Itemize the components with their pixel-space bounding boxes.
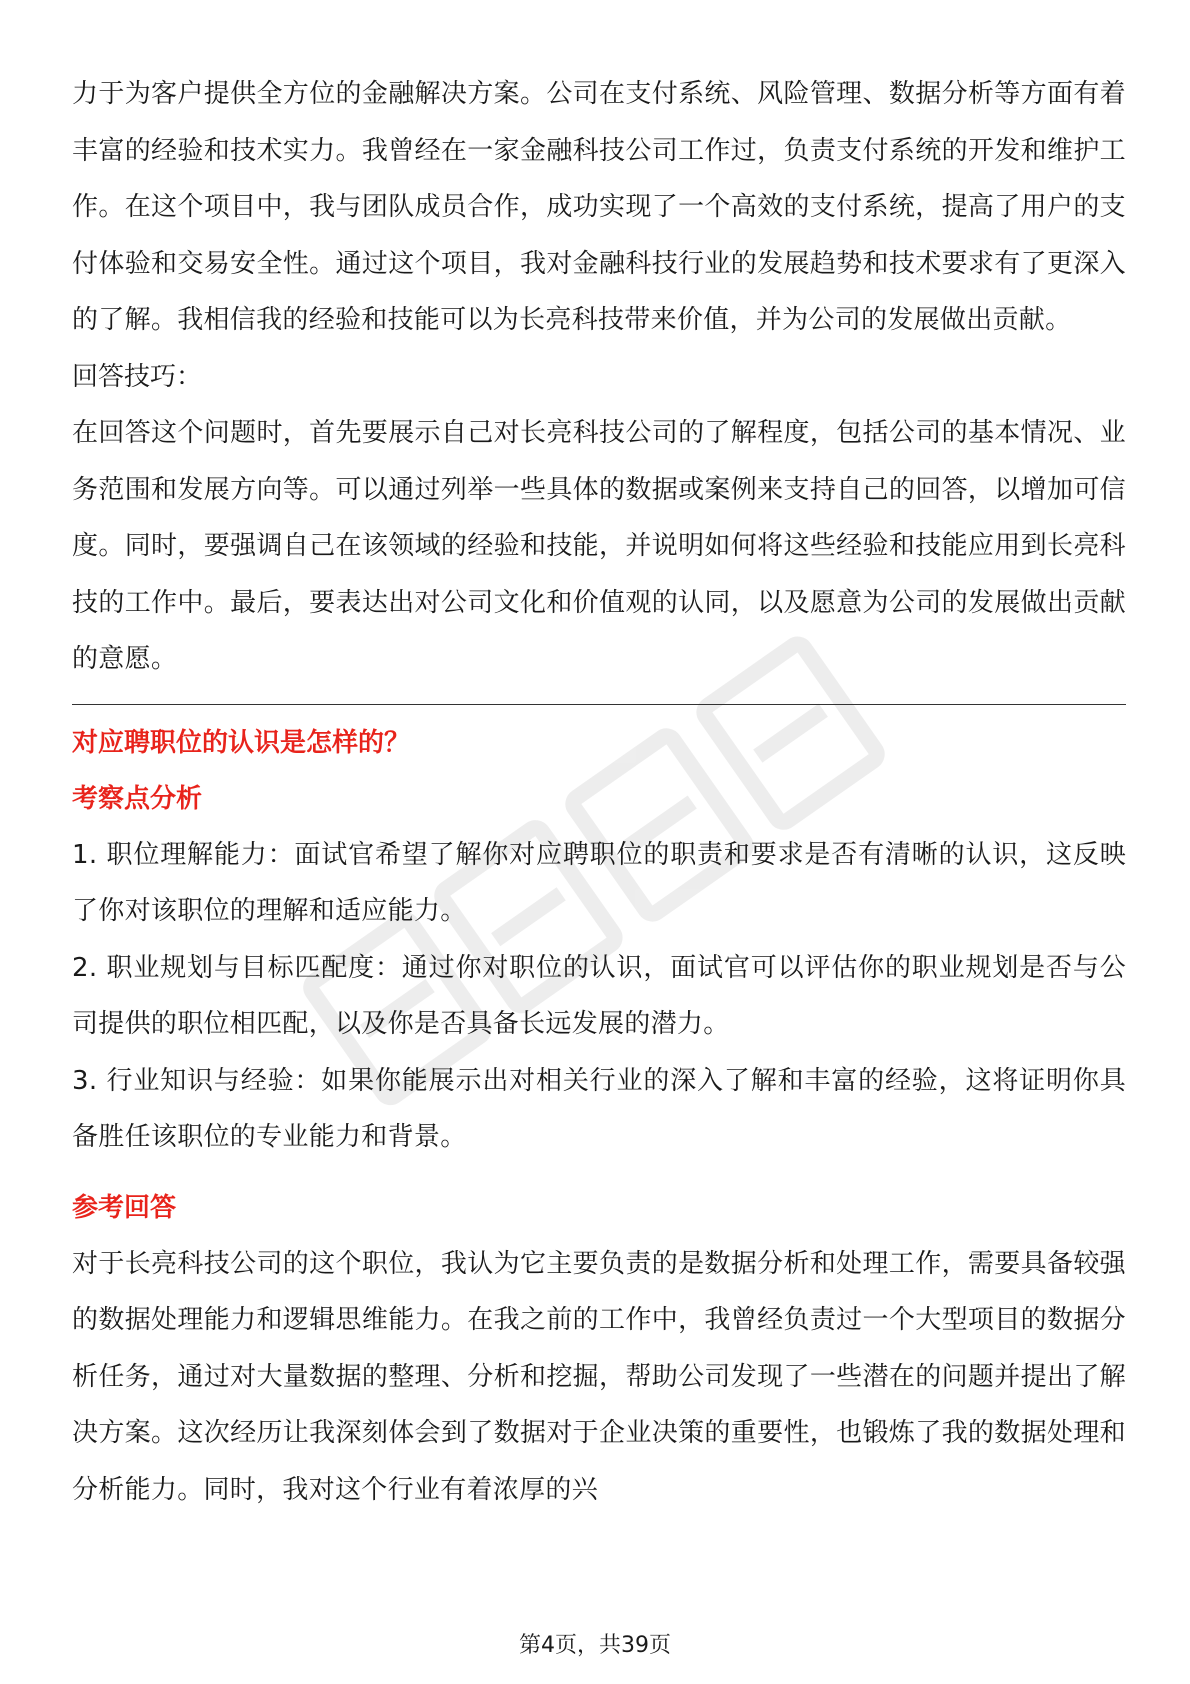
page-number: 第4页，共39页 — [519, 1633, 671, 1658]
spacer — [72, 1166, 1126, 1180]
tips-paragraph: 在回答这个问题时，首先要展示自己对长亮科技公司的了解程度，包括公司的基本情况、业务范围和发展方向等。可以通过列举一些具体的数据或案例来支持自己的回答，以增加可信度。同时，要强调自己在该领域的经验和技能，并说明如何将这些经验和技能应用到长亮科技的工作中。最后，要表达出对公司文化和价值观的认同，以及愿意为公司的发展做出贡献的意愿。 — [72, 418, 1126, 674]
tips-label: 回答技巧： — [72, 361, 203, 392]
section-divider — [72, 704, 1126, 705]
analysis-heading: 考察点分析 — [72, 783, 203, 814]
main-content — [72, 66, 1126, 1518]
question-heading: 对应聘职位的认识是怎样的？ — [72, 727, 411, 758]
analysis-point-2: 2. 职业规划与目标匹配度：通过你对职位的认识，面试官可以评估你的职业规划是否与公司提供的职位相匹配，以及你是否具备长远发展的潜力。 — [72, 952, 1126, 1039]
reference-answer-paragraph: 对于长亮科技公司的这个职位，我认为它主要负责的是数据分析和处理工作，需要具备较强的数据处理能力和逻辑思维能力。在我之前的工作中，我曾经负责过一个大型项目的数据分析任务，通过对大量数据的整理、分析和挖掘，帮助公司发现了一些潜在的问题并提出了解决方案。这次经历让我深刻体会到了数据对于企业决策的重要性，也锻炼了我的数据处理和分析能力。同时，我对这个行业有着浓厚的兴 — [72, 1248, 1126, 1505]
analysis-point-1: 1. 职位理解能力：面试官希望了解你对应聘职位的职责和要求是否有清晰的认识，这反映了你对该职位的理解和适应能力。 — [72, 839, 1126, 926]
analysis-point-3: 3. 行业知识与经验：如果你能展示出对相关行业的深入了解和丰富的经验，这将证明你具备胜任该职位的专业能力和背景。 — [72, 1065, 1126, 1152]
answer-paragraph-continued: 力于为客户提供全方位的金融解决方案。公司在支付系统、风险管理、数据分析等方面有着丰富的经验和技术实力。我曾经在一家金融科技公司工作过，负责支付系统的开发和维护工作。在这个项目中，我与团队成员合作，成功实现了一个高效的支付系统，提高了用户的支付体验和交易安全性。通过这个项目，我对金融科技行业的发展趋势和技术要求有了更深入的了解。我相信我的经验和技能可以为长亮科技带来价值，并为公司的发展做出贡献。 — [72, 79, 1126, 335]
reference-answer-heading: 参考回答 — [72, 1192, 177, 1223]
